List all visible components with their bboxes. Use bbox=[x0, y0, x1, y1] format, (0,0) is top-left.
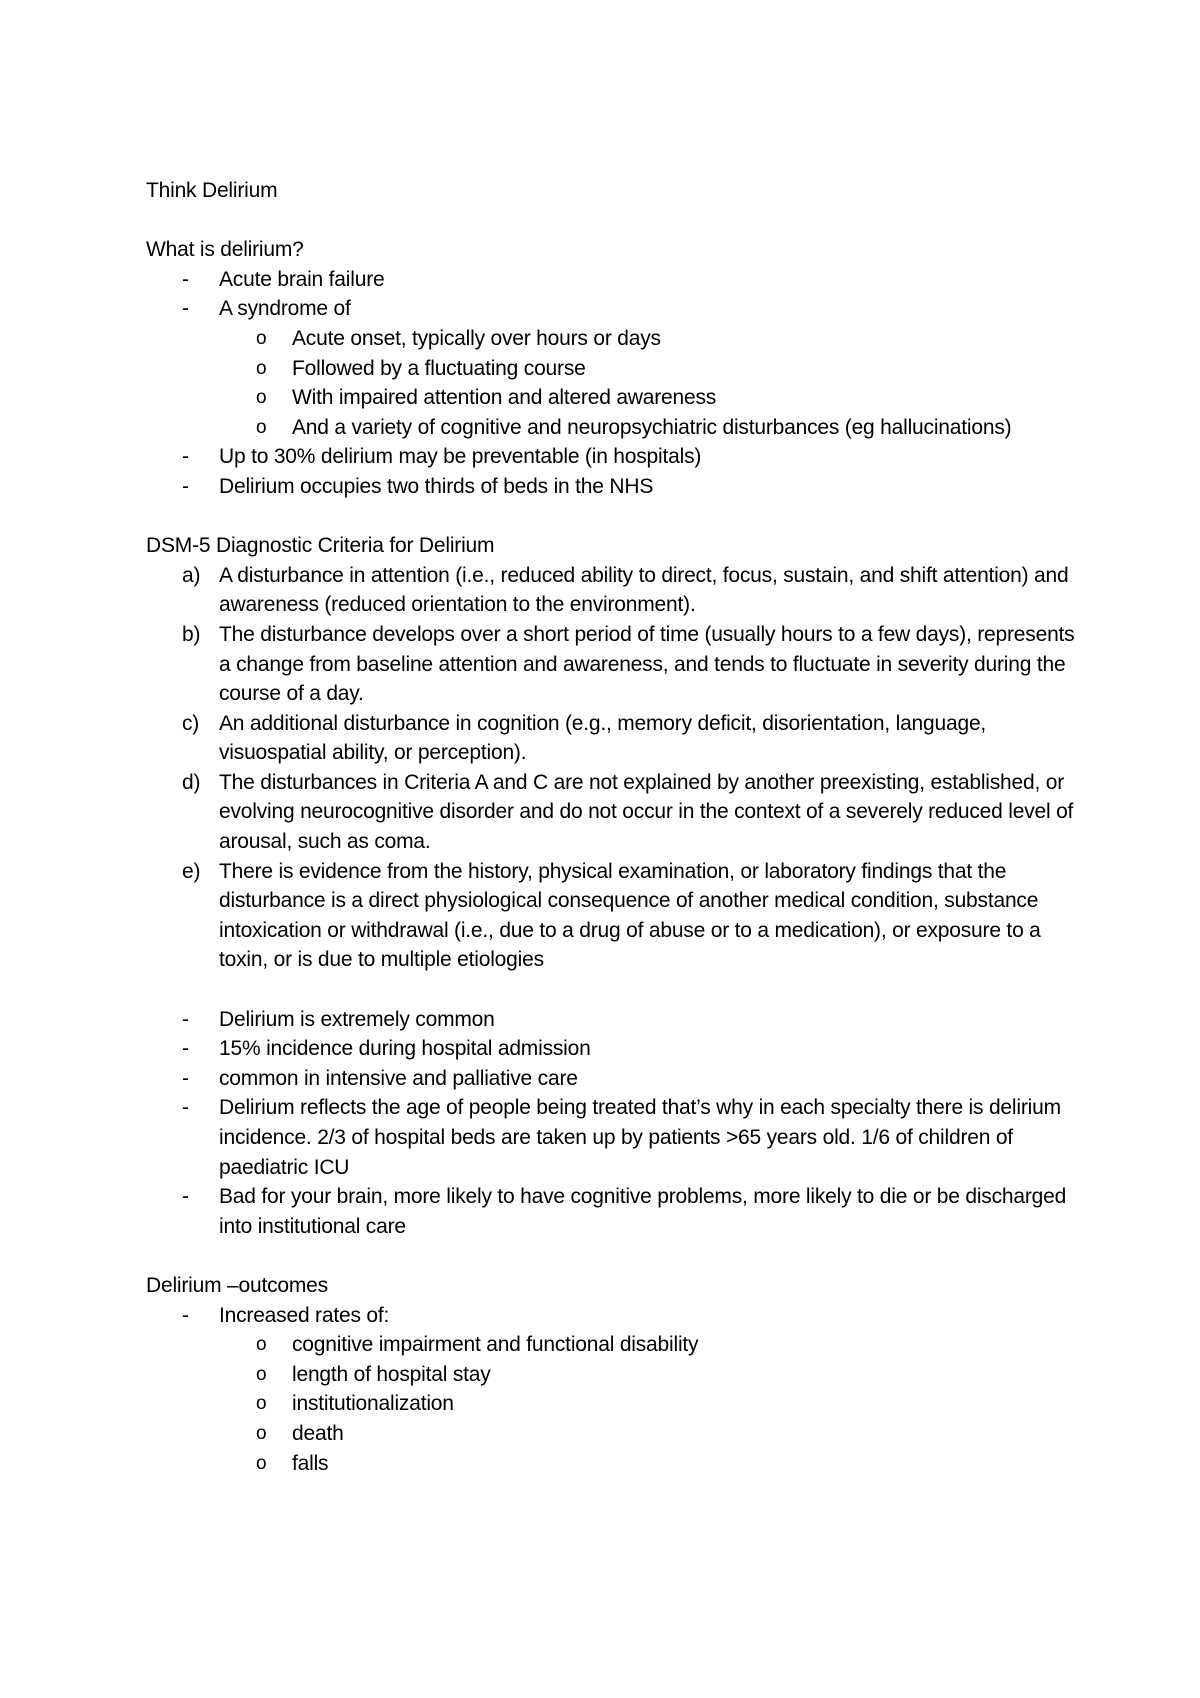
list-item bbox=[146, 1093, 1076, 1182]
sub-list-item bbox=[146, 1360, 1076, 1390]
document-body bbox=[146, 176, 1076, 1478]
list-item bbox=[146, 1182, 1076, 1241]
section-heading-what-is: What is delirium? bbox=[146, 238, 304, 262]
list-item-text: Delirium occupies two thirds of beds in the NHS bbox=[219, 474, 654, 498]
sub-list-item-text: length of hospital stay bbox=[292, 1362, 491, 1386]
criterion-text: A disturbance in attention (i.e., reduced ability to direct, focus, sustain, and shift attention) and awareness (reduced orientation to the environment). bbox=[219, 563, 1069, 617]
list-item-text: Increased rates of: bbox=[219, 1303, 390, 1327]
dash-bullet-icon: - bbox=[182, 1066, 189, 1090]
list-item-text: 15% incidence during hospital admission bbox=[219, 1037, 591, 1061]
sub-list-item-text: institutionalization bbox=[292, 1392, 454, 1416]
sub-list-item bbox=[146, 1330, 1076, 1360]
criterion-item bbox=[146, 561, 1076, 620]
circle-bullet-icon: o bbox=[256, 1422, 267, 1444]
blank-line bbox=[146, 206, 1076, 236]
dash-bullet-icon: - bbox=[182, 1185, 189, 1209]
sub-list-item bbox=[146, 354, 1076, 384]
sub-list-item bbox=[146, 324, 1076, 354]
criterion-text: The disturbance develops over a short period of time (usually hours to a few days), represents a change from baseline attention and awareness, and tends to fluctuate in severity during the course of a day. bbox=[219, 622, 1075, 706]
criterion-item bbox=[146, 620, 1076, 709]
sub-list-item bbox=[146, 413, 1076, 443]
sub-list-item-text: falls bbox=[292, 1451, 329, 1475]
dash-bullet-icon: - bbox=[182, 267, 189, 291]
criterion-item bbox=[146, 857, 1076, 975]
sub-list-item-text: With impaired attention and altered awareness bbox=[292, 386, 717, 410]
dash-bullet-icon: - bbox=[182, 297, 189, 321]
circle-bullet-icon: o bbox=[256, 357, 267, 379]
section-heading-dsm5: DSM-5 Diagnostic Criteria for Delirium bbox=[146, 534, 495, 558]
sub-list-item-text: Acute onset, typically over hours or days bbox=[292, 326, 661, 350]
list-item-text: common in intensive and palliative care bbox=[219, 1066, 578, 1090]
dash-bullet-icon: - bbox=[182, 445, 189, 469]
sub-list-item-text: death bbox=[292, 1421, 344, 1445]
criterion-label: a) bbox=[182, 563, 201, 587]
list-item bbox=[146, 442, 1076, 472]
list-item bbox=[146, 294, 1076, 324]
list-item-text: Bad for your brain, more likely to have cognitive problems, more likely to die or be discharged into institutional care bbox=[219, 1185, 1067, 1238]
circle-bullet-icon: o bbox=[256, 1452, 267, 1474]
criterion-text: An additional disturbance in cognition (e.g., memory deficit, disorientation, language, visuospatial ability, or perception). bbox=[219, 711, 987, 765]
sub-list-item bbox=[146, 1449, 1076, 1479]
section-heading-outcomes: Delirium –outcomes bbox=[146, 1273, 328, 1297]
circle-bullet-icon: o bbox=[256, 327, 267, 349]
circle-bullet-icon: o bbox=[256, 1334, 267, 1356]
list-item-text: Delirium reflects the age of people being treated that’s why in each specialty there is delirium incidence. 2/3 of hospital beds are taken up by patients >65 years old. 1/6 of children of paediatric ICU bbox=[219, 1096, 1061, 1179]
dash-bullet-icon: - bbox=[182, 474, 189, 498]
blank-line bbox=[146, 1241, 1076, 1271]
list-item-text: Up to 30% delirium may be preventable (in hospitals) bbox=[219, 445, 702, 469]
list-item-text: A syndrome of bbox=[219, 297, 351, 321]
list-item-text: Delirium is extremely common bbox=[219, 1007, 495, 1031]
criterion-item bbox=[146, 709, 1076, 768]
outcomes-list bbox=[146, 1301, 1076, 1479]
blank-line bbox=[146, 502, 1076, 532]
list-item bbox=[146, 1005, 1076, 1035]
list-item bbox=[146, 1034, 1076, 1064]
what-is-list bbox=[146, 265, 1076, 502]
dash-bullet-icon: - bbox=[182, 1096, 189, 1120]
criterion-text: The disturbances in Criteria A and C are not explained by another preexisting, established, or evolving neurocognitive disorder and do not occur in the context of a severely reduced level of arousal, such as coma. bbox=[219, 770, 1074, 854]
sub-list-item-text: cognitive impairment and functional disability bbox=[292, 1333, 699, 1357]
facts-list bbox=[146, 1005, 1076, 1242]
dash-bullet-icon: - bbox=[182, 1037, 189, 1061]
dsm5-criteria-list bbox=[146, 561, 1076, 975]
sub-list-item-text: And a variety of cognitive and neuropsychiatric disturbances (eg hallucinations) bbox=[292, 415, 1012, 439]
circle-bullet-icon: o bbox=[256, 387, 267, 409]
list-item bbox=[146, 472, 1076, 502]
circle-bullet-icon: o bbox=[256, 1363, 267, 1385]
criterion-label: d) bbox=[182, 770, 201, 794]
criterion-text: There is evidence from the history, physical examination, or laboratory findings that the disturbance is a direct physiological consequence of another medical condition, substance intoxication or withdrawal (i.e., due to a drug of abuse or to a medication), or exposure to a toxin, or is due to multiple etiologies bbox=[219, 859, 1041, 972]
criterion-label: b) bbox=[182, 622, 201, 646]
sub-list-item bbox=[146, 1419, 1076, 1449]
sub-list-item bbox=[146, 1389, 1076, 1419]
dash-bullet-icon: - bbox=[182, 1303, 189, 1327]
list-item-text: Acute brain failure bbox=[219, 267, 385, 291]
sub-list-item-text: Followed by a fluctuating course bbox=[292, 356, 586, 380]
criterion-label: e) bbox=[182, 859, 201, 883]
document-title: Think Delirium bbox=[146, 179, 278, 202]
blank-line bbox=[146, 975, 1076, 1005]
list-item bbox=[146, 1064, 1076, 1094]
sub-list-item bbox=[146, 383, 1076, 413]
list-item bbox=[146, 265, 1076, 295]
circle-bullet-icon: o bbox=[256, 1393, 267, 1415]
criterion-item bbox=[146, 768, 1076, 857]
circle-bullet-icon: o bbox=[256, 416, 267, 438]
criterion-label: c) bbox=[182, 711, 200, 735]
dash-bullet-icon: - bbox=[182, 1007, 189, 1031]
list-item bbox=[146, 1301, 1076, 1331]
